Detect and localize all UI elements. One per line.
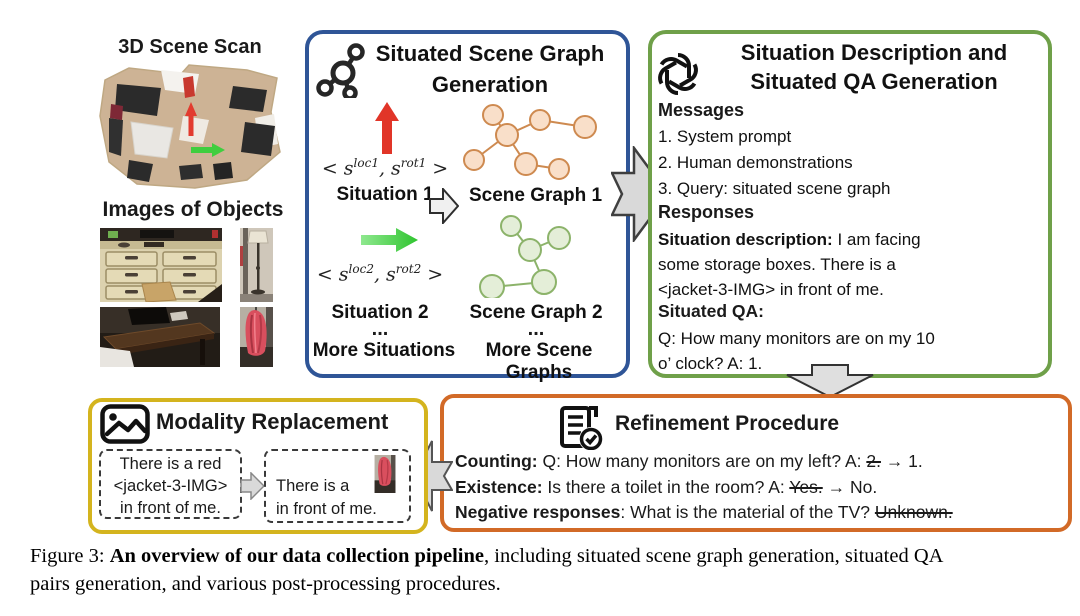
refinement-line-negative: Negative responses: What is the material of the TV? Unknown. [455, 502, 953, 522]
figure-caption [30, 542, 1065, 598]
dresser-photo [100, 228, 222, 302]
message-item-3: 3. Query: situated scene graph [658, 179, 891, 198]
situation-to-graph-arrow-icon [429, 188, 459, 224]
desk-photo [100, 307, 220, 367]
modality-arrow-icon [240, 472, 265, 500]
scene-graph-box-title: Situated Scene Graph Generation [375, 41, 605, 97]
scene-graph1-diagram [463, 98, 600, 182]
scene-graph2-diagram [467, 210, 585, 298]
openai-logo-icon [654, 50, 702, 98]
jacket-thumbnail-image [369, 455, 401, 493]
more-situations-label: More Situations [312, 340, 456, 361]
situation-description-text: Situation description: I am facing some storage boxes. There is a <jacket-3-IMG> in front of me. [658, 230, 921, 299]
responses-header: Responses [658, 202, 755, 222]
caption-line2: pairs generation, and various post-processing procedures. [30, 573, 501, 595]
message-item-2: 2. Human demonstrations [658, 153, 853, 172]
scene-graph2-label: Scene Graph 2 [469, 302, 603, 323]
situation2-formula: < $s^{loc2}$, $s^{rot2}$ > [316, 262, 444, 286]
modality-after-line2: in front of me. [276, 500, 377, 518]
refinement-line-existence: Existence: Is there a toilet in the room? A: Yes. → No. [455, 477, 878, 497]
objects-title: Images of Objects [102, 198, 284, 221]
modality-title: Modality Replacement [156, 409, 389, 434]
situation2-right-arrow-icon [361, 228, 418, 252]
refinement-line-counting: Counting: Q: How many monitors are on my left? A: 2. → 1. [455, 451, 923, 471]
situation1-up-arrow-icon [375, 102, 399, 154]
jacket-photo [240, 307, 273, 367]
pipeline-arrow-down-icon [786, 364, 874, 398]
situated-qa-header: Situated QA: [658, 301, 764, 321]
modality-after-box [264, 449, 411, 523]
situation2-label: Situation 2 [331, 302, 429, 323]
refinement-title: Refinement Procedure [615, 412, 840, 435]
image-picture-icon [100, 404, 150, 444]
scene-graph1-label: Scene Graph 1 [468, 185, 603, 206]
lamp-photo [240, 228, 273, 302]
graphs-ellipsis: ... [527, 318, 545, 340]
situated-qa-line2: o’ clock? A: 1. [658, 354, 763, 373]
situations-ellipsis: ... [371, 318, 389, 340]
situation1-formula: < $s^{loc1}$, $s^{rot1}$ > [321, 156, 449, 180]
situation1-label: Situation 1 [336, 184, 434, 205]
qa-box-title: Situation Description and Situated QA Generation [740, 40, 1008, 94]
modality-before-box: There is a red <jacket-3-IMG> in front of me. [99, 449, 242, 519]
situated-qa-line1: Q: How many monitors are on my 10 [658, 329, 935, 348]
scene-scan-image [95, 60, 285, 196]
scene-scan-title: 3D Scene Scan [118, 36, 262, 58]
document-check-icon [557, 403, 603, 450]
messages-header: Messages [658, 100, 745, 120]
caption-line1: Figure 3: An overview of our data collection pipeline, including situated scene graph generation, situated QA [30, 545, 944, 567]
modality-after-line1: There is a [276, 477, 350, 495]
more-scene-graphs-label: More Scene Graphs [485, 340, 593, 383]
message-item-1: 1. System prompt [658, 127, 792, 146]
